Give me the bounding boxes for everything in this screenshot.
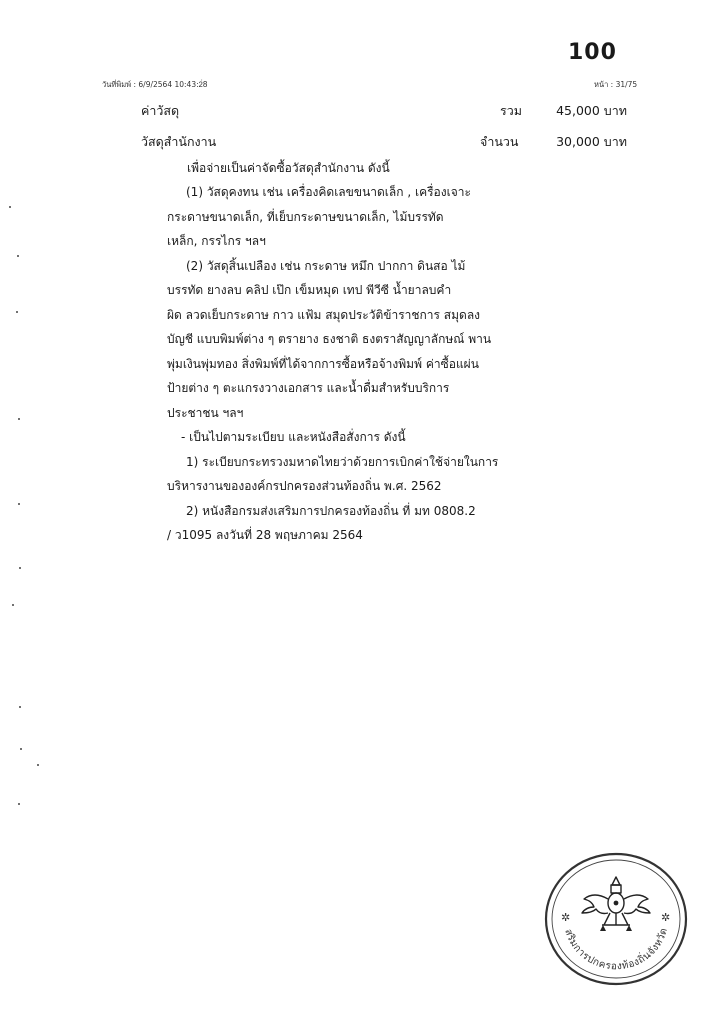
body-line: 1) ระเบียบกระทรวงมหาดไทยว่าด้วยการเบิกค่าใช้จ่ายในการ	[186, 455, 499, 469]
category-label: ค่าวัสดุ	[141, 103, 180, 118]
svg-text:✲: ✲	[661, 911, 671, 924]
scan-speck	[20, 748, 22, 750]
body-line: เหล็ก, กรรไกร ฯลฯ	[167, 234, 266, 248]
body-line: - เป็นไปตามระเบียบ และหนังสือสั่งการ ดังนี้	[181, 430, 406, 444]
body-line: พุ่มเงินพุ่มทอง สิ่งพิมพ์ที่ได้จากการซื้อหรือจ้างพิมพ์ ค่าซื้อแผ่น	[167, 357, 479, 371]
body-line: ประชาชน ฯลฯ	[167, 406, 244, 420]
body-line: บริหารงานขององค์กรปกครองส่วนท้องถิ่น พ.ศ. 2562	[167, 479, 442, 493]
item-amount: 30,000 บาท	[556, 134, 627, 149]
body-line: กระดาษขนาดเล็ก, ที่เย็บกระดาษขนาดเล็ก, ไม้บรรทัด	[167, 210, 444, 224]
printed-date: วันที่พิมพ์ : 6/9/2564 10:43:2่8	[102, 80, 208, 89]
garuda-seal-icon	[543, 851, 689, 987]
body-line: ป้ายต่าง ๆ ตะแกรงวางเอกสาร และน้ำดื่มสำหรับบริการ	[167, 381, 450, 395]
scan-speck	[9, 206, 11, 208]
body-line: บัญชี แบบพิมพ์ต่าง ๆ ตรายาง ธงชาติ ธงตราสัญญาลักษณ์ พาน	[167, 332, 492, 346]
scan-speck	[18, 418, 20, 420]
body-line: 2) หนังสือกรมส่งเสริมการปกครองท้องถิ่น ที่ มท 0808.2	[186, 504, 476, 518]
scan-speck	[37, 764, 39, 766]
total-label: รวม	[500, 103, 522, 118]
item-label: วัสดุสำนักงาน	[141, 134, 217, 149]
scan-speck	[16, 311, 18, 313]
svg-text:✲: ✲	[561, 911, 571, 924]
body-line: / ว1095 ลงวันที่ 28 พฤษภาคม 2564	[167, 528, 363, 542]
body-line: ผิด ลวดเย็บกระดาษ กาว แฟ้ม สมุดประวัติข้าราชการ สมุดลง	[167, 308, 481, 322]
body-line: (1) วัสดุคงทน เช่น เครื่องคิดเลขขนาดเล็ก , เครื่องเจาะ	[186, 185, 471, 199]
body-line: (2) วัสดุสิ้นเปลือง เช่น กระดาษ หมึก ปากกา ดินสอ ไม้	[186, 259, 466, 273]
scan-speck	[12, 604, 14, 606]
scan-speck	[19, 567, 21, 569]
seal-caption: สริมการปกครองท้องถิ่นจังหวัด	[562, 926, 671, 973]
scan-speck	[18, 503, 20, 505]
page-number: หน้า : 31/75	[594, 80, 638, 89]
body-line: บรรทัด ยางลบ คลิป เป๊ก เข็มหมุด เทป พีวีซี น้ำยาลบคำ	[167, 283, 452, 297]
body-line: เพื่อจ่ายเป็นค่าจัดซื้อวัสดุสำนักงาน ดังนี้	[187, 161, 390, 175]
scan-speck	[18, 803, 20, 805]
page-mark-number: 100	[568, 40, 617, 65]
scan-speck	[17, 255, 19, 257]
item-amount-label: จำนวน	[480, 134, 519, 149]
total-amount: 45,000 บาท	[556, 103, 627, 118]
scan-speck	[19, 706, 21, 708]
